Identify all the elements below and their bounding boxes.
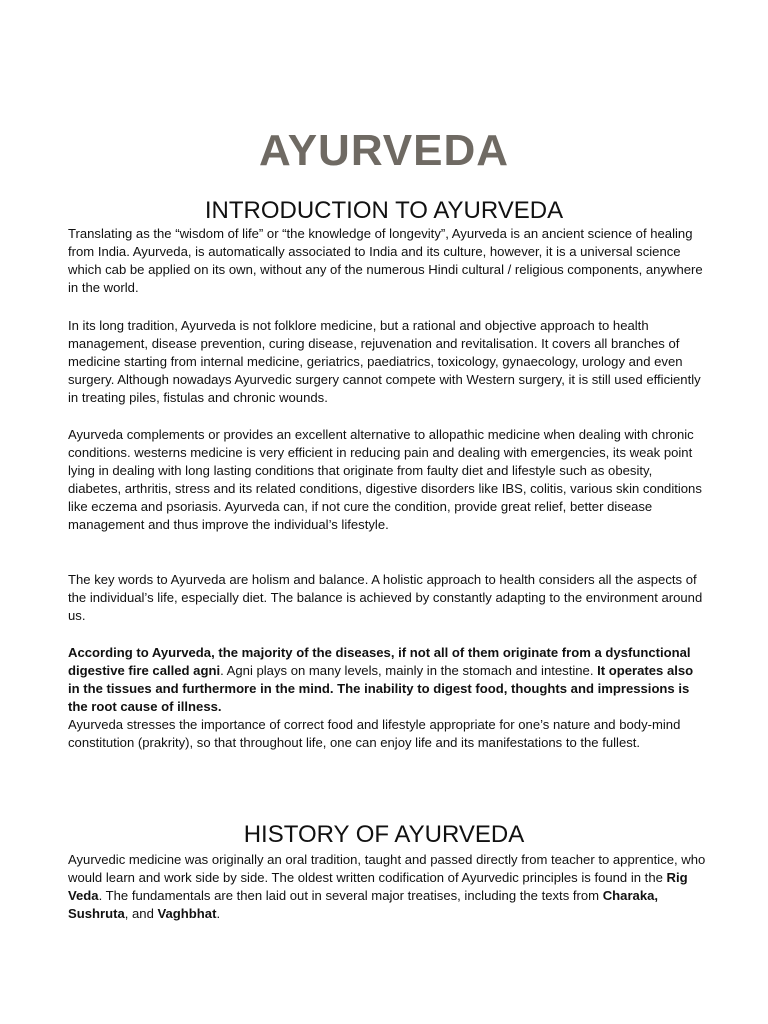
history-paragraph-1: [68, 851, 708, 923]
intro-heading: INTRODUCTION TO AYURVEDA: [204, 196, 564, 224]
intro-paragraph-5: [68, 644, 708, 716]
history-text-1: Ayurvedic medicine was originally an oral tradition, taught and passed directly from teacher to apprentice, who would learn and work side by side. The oldest written codification of Ayurvedic principles is found in the: [68, 852, 706, 885]
history-text-3: , and: [124, 906, 158, 921]
agni-statement: According to Ayurveda, the majority of the diseases, if not all of them originate from a dysfunctional digestive fire called agni: [68, 645, 691, 678]
intro-paragraph-4: The key words to Ayurveda are holism and balance. A holistic approach to health considers all the aspects of the individual’s life, especially diet. The balance is achieved by constantly adapting to the environment around us.: [68, 572, 703, 623]
intro-paragraph-3: Ayurveda complements or provides an excellent alternative to allopathic medicine when dealing with chronic conditions. westerns medicine is very efficient in reducing pain and dealing with emergencies, its weak point lying in dealing with long lasting conditions that originate from faulty diet and lifestyle such as obesity, diabetes, arthritis, stress and its related conditions, digestive disorders like IBS, colitis, various skin conditions like eczema and psoriasis. Ayurveda can, if not cure the condition, provide great relief, better disease management and thus improve the individual’s lifestyle.: [68, 427, 702, 532]
history-heading: HISTORY OF AYURVEDA: [243, 820, 525, 848]
history-text-2: . The fundamentals are then laid out in several major treatises, including the texts from: [98, 888, 603, 903]
illness-root-cause: It operates also in the tissues and furthermore in the mind. The inability to digest food, thoughts and impressions is the root cause of illness.: [68, 663, 694, 714]
charaka-sushruta: Charaka, Sushruta: [68, 888, 659, 921]
agni-description: . Agni plays on many levels, mainly in the stomach and intestine.: [220, 663, 598, 678]
rig-veda: Rig Veda: [68, 870, 688, 903]
intro-paragraph-6: Ayurveda stresses the importance of correct food and lifestyle appropriate for one’s nature and body-mind constitution (prakrity), so that throughout life, one can enjoy life and its manifestations to the fullest.: [68, 717, 681, 750]
intro-paragraph-2: In its long tradition, Ayurveda is not folklore medicine, but a rational and objective approach to health management, disease prevention, curing disease, rejuvenation and revitalisation. It covers all branches of medicine starting from internal medicine, geriatrics, paediatrics, toxicology, gynaecology, urology and even surgery. Although nowadays Ayurvedic surgery cannot compete with Western surgery, it is still used efficiently in treating piles, fistulas and chronic wounds.: [68, 318, 701, 405]
intro-paragraph-1: Translating as the “wisdom of life” or “the knowledge of longevity”, Ayurveda is an ancient science of healing from India. Ayurveda, is automatically associated to India and its culture, however, it is a universal science which cab be applied on its own, without any of the numerous Hindi cultural / religious components, anywhere in the world.: [68, 226, 703, 295]
document-title: AYURVEDA: [258, 126, 510, 176]
vaghbhat: Vaghbhat: [157, 906, 217, 921]
history-text-4: .: [216, 906, 221, 921]
